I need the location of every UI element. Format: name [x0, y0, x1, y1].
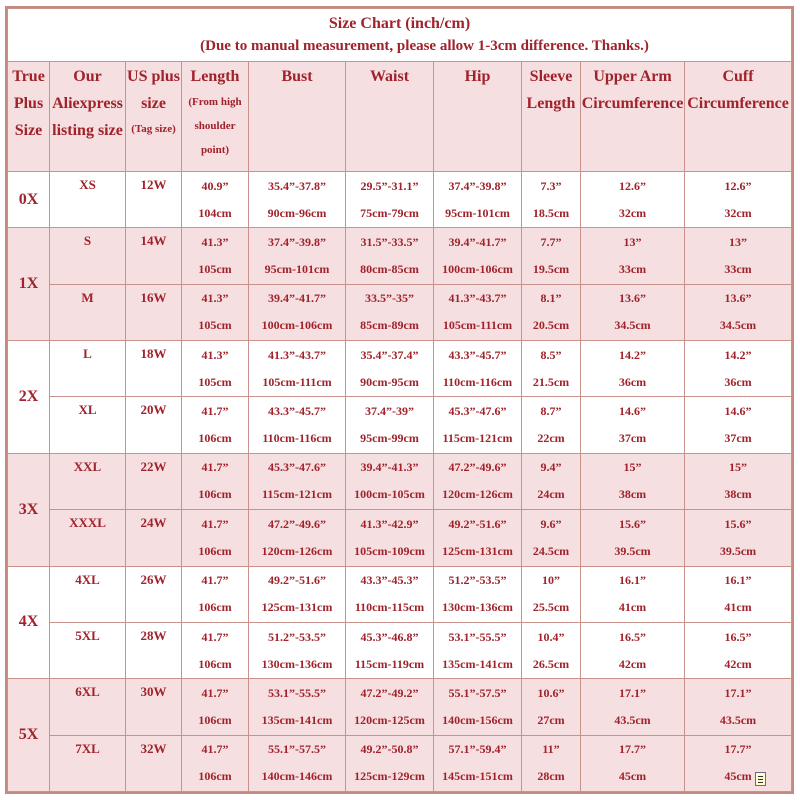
length-inch: 41.7” — [201, 460, 229, 475]
sleeve-cm: 20.5cm — [532, 318, 570, 333]
cuff-cell — [685, 679, 792, 735]
cuff-inch: 17.7” — [724, 742, 752, 757]
bust-inch: 37.4”-39.8” — [268, 235, 326, 250]
cuff-cell — [685, 341, 792, 397]
bust-cm: 140cm-146cm — [261, 769, 333, 784]
cuff-cm: 32cm — [724, 205, 752, 220]
hip-cell — [434, 284, 522, 340]
header-bust: Bust — [249, 62, 346, 172]
hip-cell — [434, 453, 522, 509]
chart-subtitle: (Due to manual measurement, please allow 1-3cm difference. Thanks.) — [200, 38, 649, 54]
waist-inch: 45.3”-46.8” — [360, 629, 419, 644]
bust-inch: 47.2”-49.6” — [268, 516, 326, 531]
waist-cm: 105cm-109cm — [354, 543, 425, 558]
cuff-cm: 43.5cm — [719, 712, 757, 727]
upper-arm-cm: 42cm — [618, 656, 647, 671]
sleeve-cm: 22cm — [537, 431, 565, 446]
cuff-cell — [685, 228, 792, 284]
waist-cell — [346, 679, 434, 735]
upper-arm-cm: 37cm — [618, 431, 647, 446]
sleeve-inch: 7.3” — [540, 178, 562, 193]
length-inch: 41.7” — [201, 573, 229, 588]
bust-cm: 115cm-121cm — [262, 487, 332, 502]
upper-arm-inch: 17.7” — [619, 742, 646, 757]
us-plus-size-cell: 22W — [126, 453, 182, 509]
cuff-cell — [685, 453, 792, 509]
upper-arm-cell — [581, 453, 685, 509]
bust-inch: 39.4”-41.7” — [268, 291, 326, 306]
true-plus-size-cell: 0X — [8, 172, 50, 228]
upper-arm-inch: 17.1” — [619, 685, 646, 700]
length-cm: 106cm — [198, 600, 232, 615]
length-inch: 40.9” — [201, 178, 229, 193]
header-cuff: Cuff Circumference — [685, 62, 792, 172]
length-cell — [182, 172, 249, 228]
upper-arm-inch: 15.6” — [619, 516, 646, 531]
table-row — [8, 453, 792, 509]
hip-inch: 43.3”-45.7” — [448, 347, 507, 362]
table-row — [8, 172, 792, 228]
length-inch: 41.3” — [201, 291, 229, 306]
sleeve-cell — [522, 510, 581, 566]
bust-inch: 35.4”-37.8” — [268, 178, 326, 193]
table-row — [8, 510, 792, 566]
waist-cm: 110cm-115cm — [354, 600, 425, 615]
bust-cell — [249, 735, 346, 791]
hip-inch: 57.1”-59.4” — [448, 742, 507, 757]
upper-arm-inch: 13” — [623, 235, 642, 250]
waist-inch: 39.4”-41.3” — [360, 460, 419, 475]
us-plus-size-cell: 18W — [126, 341, 182, 397]
hip-cm: 95cm-101cm — [445, 205, 510, 220]
bust-cell — [249, 622, 346, 678]
hip-cm: 105cm-111cm — [442, 318, 513, 333]
cuff-cm: 42cm — [724, 656, 752, 671]
true-plus-size-cell: 4X — [8, 566, 50, 679]
length-inch: 41.7” — [201, 516, 229, 531]
bust-cm: 135cm-141cm — [261, 712, 333, 727]
sleeve-cell — [522, 566, 581, 622]
us-plus-size-cell: 24W — [126, 510, 182, 566]
us-plus-size-cell: 32W — [126, 735, 182, 791]
upper-arm-cm: 45cm — [618, 769, 647, 784]
waist-cell — [346, 622, 434, 678]
table-row — [8, 228, 792, 284]
listing-size-cell: S — [50, 228, 126, 284]
length-inch: 41.3” — [201, 235, 229, 250]
sleeve-cm: 19.5cm — [532, 262, 570, 277]
cuff-cell — [685, 735, 792, 791]
sleeve-inch: 8.1” — [540, 291, 562, 306]
waist-cm: 115cm-119cm — [354, 656, 425, 671]
upper-arm-cell — [581, 679, 685, 735]
true-plus-size-cell: 2X — [8, 341, 50, 454]
us-plus-size-cell: 12W — [126, 172, 182, 228]
length-cell — [182, 453, 249, 509]
upper-arm-cell — [581, 172, 685, 228]
cuff-cell — [685, 284, 792, 340]
length-inch: 41.7” — [201, 404, 229, 419]
cuff-inch: 13” — [729, 235, 747, 250]
listing-size-cell: 4XL — [50, 566, 126, 622]
cuff-inch: 14.6” — [724, 404, 752, 419]
hip-cm: 130cm-136cm — [442, 600, 513, 615]
hip-cm: 115cm-121cm — [442, 431, 513, 446]
true-plus-size-cell: 5X — [8, 679, 50, 792]
waist-inch: 49.2”-50.8” — [360, 742, 419, 757]
upper-arm-cell — [581, 622, 685, 678]
bust-cell — [249, 453, 346, 509]
upper-arm-cell — [581, 566, 685, 622]
length-cm: 106cm — [198, 656, 232, 671]
upper-arm-cm: 33cm — [618, 262, 647, 277]
listing-size-cell: 7XL — [50, 735, 126, 791]
bust-cell — [249, 341, 346, 397]
waist-inch: 41.3”-42.9” — [360, 516, 419, 531]
sleeve-inch: 10.4” — [537, 629, 565, 644]
bust-cell — [249, 566, 346, 622]
upper-arm-cell — [581, 228, 685, 284]
waist-inch: 29.5”-31.1” — [360, 178, 419, 193]
length-cm: 106cm — [198, 712, 232, 727]
length-inch: 41.7” — [201, 742, 229, 757]
bust-cell — [249, 679, 346, 735]
hip-cm: 145cm-151cm — [442, 769, 513, 784]
upper-arm-cell — [581, 735, 685, 791]
header-upper-arm: Upper Arm Circumference — [581, 62, 685, 172]
length-cm: 106cm — [198, 543, 232, 558]
length-cell — [182, 566, 249, 622]
hip-inch: 41.3”-43.7” — [448, 291, 507, 306]
bust-inch: 53.1”-55.5” — [268, 685, 326, 700]
hip-inch: 47.2”-49.6” — [448, 460, 507, 475]
size-chart-table — [7, 8, 792, 792]
length-inch: 41.7” — [201, 629, 229, 644]
hip-cell — [434, 172, 522, 228]
hip-cell — [434, 622, 522, 678]
sleeve-cm: 18.5cm — [532, 205, 570, 220]
hip-cell — [434, 735, 522, 791]
cuff-inch: 16.1” — [724, 573, 752, 588]
waist-inch: 31.5”-33.5” — [360, 235, 419, 250]
upper-arm-inch: 14.2” — [619, 347, 646, 362]
bust-inch: 43.3”-45.7” — [268, 404, 326, 419]
bust-inch: 55.1”-57.5” — [268, 742, 326, 757]
sleeve-cm: 28cm — [537, 769, 565, 784]
waist-inch: 37.4”-39” — [365, 404, 414, 419]
bust-cm: 100cm-106cm — [261, 318, 333, 333]
cuff-cell — [685, 510, 792, 566]
header-us-plus-size-label: US plus size — [127, 68, 180, 112]
title-cell — [8, 9, 792, 62]
sleeve-cell — [522, 284, 581, 340]
listing-size-cell: XXXL — [50, 510, 126, 566]
waist-cell — [346, 284, 434, 340]
header-length-note: (From high shoulder point) — [188, 96, 242, 156]
upper-arm-inch: 14.6” — [619, 404, 646, 419]
bust-cm: 105cm-111cm — [262, 374, 332, 389]
sleeve-inch: 7.7” — [540, 235, 562, 250]
upper-arm-cm: 43.5cm — [614, 712, 651, 727]
listing-size-cell: L — [50, 341, 126, 397]
waist-inch: 47.2”-49.2” — [360, 685, 419, 700]
bust-cell — [249, 397, 346, 453]
hip-cm: 140cm-156cm — [442, 712, 513, 727]
length-cell — [182, 397, 249, 453]
length-cell — [182, 341, 249, 397]
table-row — [8, 566, 792, 622]
upper-arm-cm: 41cm — [618, 600, 647, 615]
header-sleeve-length: Sleeve Length — [522, 62, 581, 172]
upper-arm-cell — [581, 397, 685, 453]
waist-cell — [346, 341, 434, 397]
size-rows — [8, 172, 792, 792]
header-hip: Hip — [434, 62, 522, 172]
sleeve-cm: 24.5cm — [532, 543, 570, 558]
length-inch: 41.7” — [201, 685, 229, 700]
cuff-inch: 12.6” — [724, 178, 752, 193]
waist-cell — [346, 397, 434, 453]
chart-title: Size Chart (inch/cm) — [328, 15, 471, 32]
us-plus-size-cell: 26W — [126, 566, 182, 622]
hip-cell — [434, 510, 522, 566]
cuff-cell — [685, 172, 792, 228]
sleeve-cell — [522, 397, 581, 453]
upper-arm-inch: 16.5” — [619, 629, 646, 644]
length-cm: 106cm — [198, 487, 232, 502]
length-cell — [182, 284, 249, 340]
cuff-inch: 16.5” — [724, 629, 752, 644]
sleeve-cm: 21.5cm — [532, 374, 570, 389]
upper-arm-cm: 36cm — [618, 374, 647, 389]
sleeve-inch: 11” — [542, 742, 560, 757]
cuff-inch: 15.6” — [724, 516, 752, 531]
upper-arm-inch: 12.6” — [619, 178, 646, 193]
hip-inch: 55.1”-57.5” — [448, 685, 507, 700]
waist-cm: 90cm-95cm — [360, 374, 419, 389]
sleeve-cm: 27cm — [537, 712, 565, 727]
bust-cm: 95cm-101cm — [264, 262, 330, 277]
sleeve-inch: 9.4” — [540, 460, 562, 475]
hip-cell — [434, 679, 522, 735]
hip-inch: 39.4”-41.7” — [448, 235, 507, 250]
sleeve-cell — [522, 622, 581, 678]
waist-cm: 80cm-85cm — [360, 262, 419, 277]
upper-arm-cm: 39.5cm — [614, 543, 651, 558]
us-plus-size-cell: 20W — [126, 397, 182, 453]
waist-cm: 125cm-129cm — [354, 769, 425, 784]
upper-arm-cell — [581, 284, 685, 340]
upper-arm-cm: 38cm — [618, 487, 647, 502]
bust-cm: 125cm-131cm — [261, 600, 333, 615]
hip-cell — [434, 566, 522, 622]
bust-inch: 41.3”-43.7” — [268, 347, 326, 362]
waist-cell — [346, 228, 434, 284]
bust-cell — [249, 284, 346, 340]
waist-cell — [346, 566, 434, 622]
length-cm: 105cm — [198, 262, 232, 277]
bust-cm: 130cm-136cm — [261, 656, 333, 671]
bust-cm: 90cm-96cm — [267, 205, 327, 220]
cuff-cm: 34.5cm — [719, 318, 757, 333]
sleeve-cm: 24cm — [537, 487, 565, 502]
true-plus-size-cell: 3X — [8, 453, 50, 566]
bust-inch: 45.3”-47.6” — [268, 460, 326, 475]
true-plus-size-cell: 1X — [8, 228, 50, 341]
length-cell — [182, 510, 249, 566]
hip-cell — [434, 341, 522, 397]
listing-size-cell: XXL — [50, 453, 126, 509]
cuff-cm: 37cm — [724, 431, 752, 446]
cuff-cm: 33cm — [724, 262, 752, 277]
bust-cm: 110cm-116cm — [262, 431, 332, 446]
sleeve-inch: 8.7” — [540, 404, 562, 419]
cuff-cm: 39.5cm — [719, 543, 757, 558]
length-cell — [182, 735, 249, 791]
waist-cm: 95cm-99cm — [360, 431, 419, 446]
size-chart — [5, 6, 794, 794]
bust-cm: 120cm-126cm — [261, 543, 333, 558]
length-cell — [182, 228, 249, 284]
waist-cell — [346, 735, 434, 791]
cuff-inch: 17.1” — [724, 685, 752, 700]
us-plus-size-cell: 14W — [126, 228, 182, 284]
hip-cell — [434, 228, 522, 284]
hip-inch: 45.3”-47.6” — [448, 404, 507, 419]
waist-cell — [346, 453, 434, 509]
cuff-inch: 13.6” — [724, 291, 752, 306]
hip-inch: 49.2”-51.6” — [448, 516, 507, 531]
table-row — [8, 397, 792, 453]
upper-arm-cell — [581, 341, 685, 397]
sleeve-inch: 9.6” — [540, 516, 562, 531]
sleeve-cell — [522, 679, 581, 735]
listing-size-cell: XL — [50, 397, 126, 453]
upper-arm-cm: 34.5cm — [614, 318, 651, 333]
hip-inch: 37.4”-39.8” — [448, 178, 507, 193]
hip-cm: 135cm-141cm — [442, 656, 513, 671]
header-listing-size: Our Aliexpress listing size — [50, 62, 126, 172]
hip-cm: 120cm-126cm — [442, 487, 513, 502]
upper-arm-cm: 32cm — [618, 205, 647, 220]
waist-cm: 85cm-89cm — [360, 318, 419, 333]
table-row — [8, 679, 792, 735]
hip-cm: 100cm-106cm — [442, 262, 513, 277]
waist-cell — [346, 172, 434, 228]
table-row — [8, 735, 792, 791]
length-inch: 41.3” — [201, 347, 229, 362]
cuff-cell — [685, 566, 792, 622]
sleeve-inch: 8.5” — [540, 347, 562, 362]
listing-size-cell: M — [50, 284, 126, 340]
length-cell — [182, 679, 249, 735]
length-cm: 105cm — [198, 318, 232, 333]
header-length — [182, 62, 249, 172]
bust-cell — [249, 172, 346, 228]
length-cell — [182, 622, 249, 678]
us-plus-size-cell: 16W — [126, 284, 182, 340]
us-plus-size-cell: 28W — [126, 622, 182, 678]
sleeve-cell — [522, 735, 581, 791]
listing-size-cell: 6XL — [50, 679, 126, 735]
sleeve-cell — [522, 341, 581, 397]
waist-cell — [346, 510, 434, 566]
upper-arm-cell — [581, 510, 685, 566]
table-row — [8, 622, 792, 678]
waist-cm: 75cm-79cm — [360, 205, 419, 220]
bust-inch: 49.2”-51.6” — [268, 573, 326, 588]
cuff-inch: 14.2” — [724, 347, 752, 362]
upper-arm-inch: 13.6” — [619, 291, 646, 306]
header-us-plus-size-note: (Tag size) — [131, 123, 176, 135]
sleeve-cm: 26.5cm — [532, 656, 570, 671]
hip-inch: 51.2”-53.5” — [448, 573, 507, 588]
bust-cell — [249, 510, 346, 566]
sleeve-cell — [522, 172, 581, 228]
header-us-plus-size — [126, 62, 182, 172]
waist-cm: 120cm-125cm — [354, 712, 425, 727]
cuff-cm: 45cm — [724, 769, 752, 784]
header-waist: Waist — [346, 62, 434, 172]
hip-inch: 53.1”-55.5” — [448, 629, 507, 644]
length-cm: 106cm — [198, 769, 232, 784]
sleeve-cell — [522, 453, 581, 509]
upper-arm-inch: 15” — [623, 460, 642, 475]
hip-cell — [434, 397, 522, 453]
clipboard-icon — [755, 772, 766, 786]
cuff-inch: 15” — [729, 460, 747, 475]
waist-inch: 33.5”-35” — [365, 291, 414, 306]
waist-inch: 43.3”-45.3” — [360, 573, 419, 588]
sleeve-cm: 25.5cm — [532, 600, 570, 615]
sleeve-inch: 10.6” — [537, 685, 565, 700]
header-true-plus-size: True Plus Size — [8, 62, 50, 172]
cuff-cm: 36cm — [724, 374, 752, 389]
listing-size-cell: XS — [50, 172, 126, 228]
header-length-label: Length — [190, 68, 240, 85]
length-cm: 105cm — [198, 374, 232, 389]
length-cm: 106cm — [198, 431, 232, 446]
table-row — [8, 284, 792, 340]
bust-inch: 51.2”-53.5” — [268, 629, 326, 644]
table-row — [8, 341, 792, 397]
listing-size-cell: 5XL — [50, 622, 126, 678]
upper-arm-inch: 16.1” — [619, 573, 646, 588]
cuff-cm: 38cm — [724, 487, 752, 502]
cuff-cell — [685, 622, 792, 678]
cuff-cm: 41cm — [724, 600, 752, 615]
sleeve-cell — [522, 228, 581, 284]
sleeve-inch: 10” — [542, 573, 560, 588]
hip-cm: 110cm-116cm — [442, 374, 513, 389]
cuff-cell — [685, 397, 792, 453]
waist-inch: 35.4”-37.4” — [360, 347, 419, 362]
bust-cell — [249, 228, 346, 284]
length-cm: 104cm — [198, 205, 232, 220]
hip-cm: 125cm-131cm — [442, 543, 513, 558]
waist-cm: 100cm-105cm — [354, 487, 425, 502]
us-plus-size-cell: 30W — [126, 679, 182, 735]
